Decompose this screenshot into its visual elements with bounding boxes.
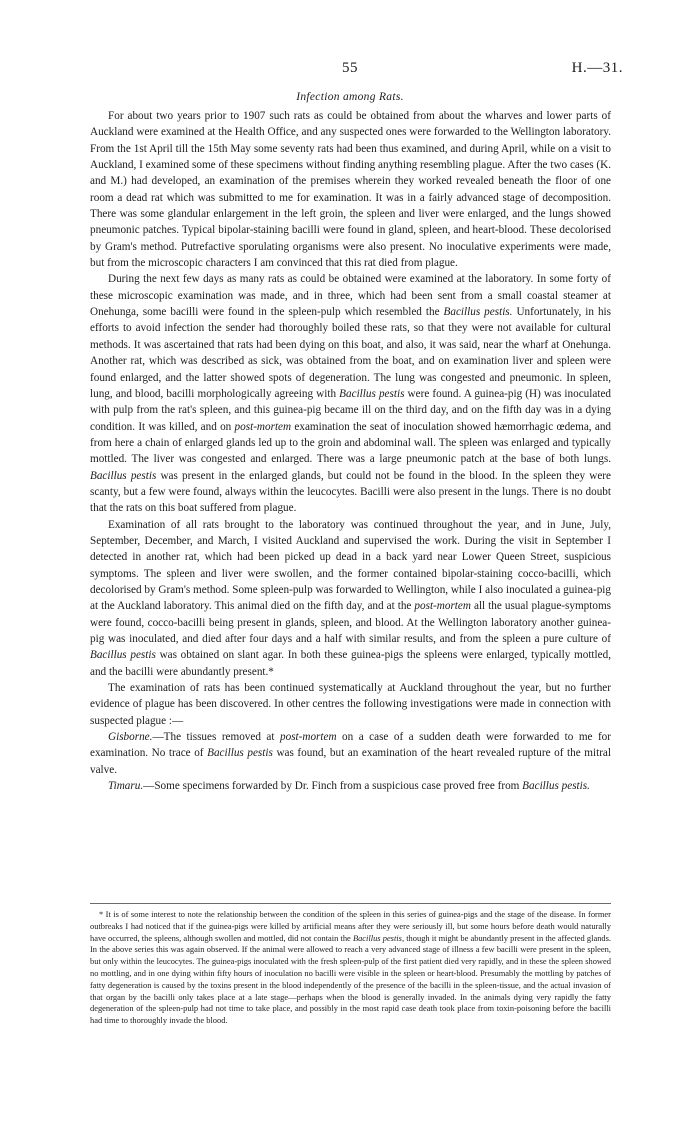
species-name: Bacillus pestis: [207, 747, 273, 760]
paragraph: Examination of all rats brought to the laboratory was continued throughout the year, and in June, July, September, December, and March, I visited Auckland and supervised the work. During the visit in September I detected in another rat, which had been picked up dead in a back yard near Lower Queen Street, suspicious symptoms. The spleen and liver were swollen, and the former contained bipolar-staining cocco-bacilli, which decolorised by Gram's method. Some spleen-pulp was forwarded to Wellington, while I also inoculated a guinea-pig at the Auckland laboratory. This animal died on the fifth day, and at the post-mortem all the usual plague-symptoms were found, cocco-bacilli being present in glands, spleen, and blood. At the Wellington laboratory another guinea-pig was inoculated, and died after four days and a half with similar results, and from the spleen a pure culture of Bacillus pestis was obtained on slant agar. In both these guinea-pigs the spleens were enlarged, typically mottled, and the bacilli were abundantly present.*: [90, 518, 612, 678]
page-number: 55: [342, 60, 358, 76]
section-heading: Infection among Rats.: [296, 91, 404, 103]
footnote-divider: [90, 903, 611, 904]
document-reference: H.—31.: [571, 60, 623, 76]
species-name: Bacillus pestis: [339, 387, 405, 400]
species-name: Bacillus pestis: [90, 649, 156, 662]
body-text: [90, 108, 611, 794]
latin-term: post-mortem: [234, 420, 292, 433]
species-name: Bacillus pestis.: [443, 306, 513, 319]
species-name: Bacillus pestis: [90, 469, 157, 482]
latin-term: post-mortem: [280, 731, 337, 744]
footnote: * It is of some interest to note the relationship between the condition of the spleen in this series of guinea-pigs and the stage of the disease. In former outbreaks I had noticed that if the guinea-pigs were killed by artificial means after they were seriously ill, but some hours before death would naturally have occurred, the spleens, although swollen and mottled, did not contain the Bacillus pestis, though it might be abundantly present in the affected glands. In the above series this was again observed. If the animal were allowed to reach a very advanced stage of illness a few bacilli were present in the spleen, but only within the leucocytes. The guinea-pigs inoculated with the fresh spleen-pulp of the first patient died very rapidly, and in these the spleen showed no mottling, and in one dying within fifty hours of inoculation no bacilli were visible in the spleen or heart-blood. Presumably the mottling by patches of fatty degeneration is caused by the toxins present in the blood independently of the presence of the bacilli in the spleen-tissue, and the actual invasion of that organ by the bacilli only takes place at a late stage—perhaps when the blood is generally invaded. In the animals dying very rapidly the fatty degeneration of the spleen-pulp had not time to take place, and possibly in the most rapid case death took place from toxin-poisoning before the bacilli had time to thoroughly invade the blood.: [90, 909, 612, 1026]
latin-term: post-mortem: [414, 600, 471, 613]
place-name: Timaru.: [108, 780, 144, 793]
paragraph: Gisborne.—The tissues removed at post-mortem on a case of a sudden death were forwarded to me for examination. No trace of Bacillus pestis was found, but an examination of the heart revealed rupture of the mitral valve.: [90, 731, 612, 776]
paragraph: During the next few days as many rats as could be obtained were examined at the laboratory. In some forty of these microscopic examination was made, and in three, which had been sent from a small coastal steamer at Onehunga, some bacilli were found in the spleen-pulp which resembled the Bacillus pestis. Unfortunately, in his efforts to avoid infection the sender had thoroughly boiled these rats, so that they were not available for cultural methods. It was ascertained that rats had been dying on this boat, and also, it was said, near the wharf at Onehunga. Another rat, which was described as sick, was obtained from the boat, and on examination liver and spleen were found enlarged, and the latter showed spots of degeneration. The lung was congested and pneumonic. In spleen, lung, and blood, bacilli morphologically agreeing with Bacillus pestis were found. A guinea-pig (H) was inoculated with pulp from the rat's spleen, and this guinea-pig became ill on the third day, and on the fifth day was in a dying condition. It was killed, and on post-mortem examination the seat of inoculation showed hæmorrhagic œdema, and from here a chain of enlarged glands led up to the groin and abdominal wall. The spleen was enlarged and typically mottled. The liver was congested and enlarged. There was a large pneumonic patch at the base of both lungs. Bacillus pestis was present in the enlarged glands, but could not be found in the blood. In the spleen they were scanty, but a few were found, always within the leucocytes. Bacilli were also present in the lungs. There is no doubt that the rats on this boat suffered from plague.: [90, 273, 612, 515]
species-name: Bacillus pestis.: [522, 780, 590, 793]
paragraph: For about two years prior to 1907 such rats as could be obtained from about the wharves and lower parts of Auckland were examined at the Health Office, and any suspected ones were forwarded to the Wellington laboratory. From the 1st April till the 15th May some seventy rats had been thus examined, and during April, while on a visit to Auckland, I examined some of these specimens without finding anything resembling plague. After the two cases (K. and M.) had developed, an examination of the premises wherein they worked revealed beneath the floor of one room a dead rat which was submitted to me for examination. It was in a fairly advanced stage of decomposition. There was some glandular enlargement in the left groin, the spleen and liver were enlarged, and the lungs showed pneumonic patches. Typical bipolar-staining bacilli were found in gland, spleen, and heart-blood. These decolorised by Gram's method. Putrefactive sporulating organisms were also present. No inoculative experiments were made, but from the microscopic characters I am convinced that this rat died from plague.: [90, 110, 611, 270]
paragraph: The examination of rats has been continued systematically at Auckland throughout the year, but no further evidence of plague has been discovered. In other centres the following investigations were made in connection with suspected plague :—: [90, 682, 611, 727]
species-name: Bacillus pestis,: [352, 932, 405, 943]
place-name: Gisborne.: [108, 731, 153, 744]
paragraph: Timaru.—Some specimens forwarded by Dr. Finch from a suspicious case proved free from Bacillus pestis.: [108, 780, 590, 793]
